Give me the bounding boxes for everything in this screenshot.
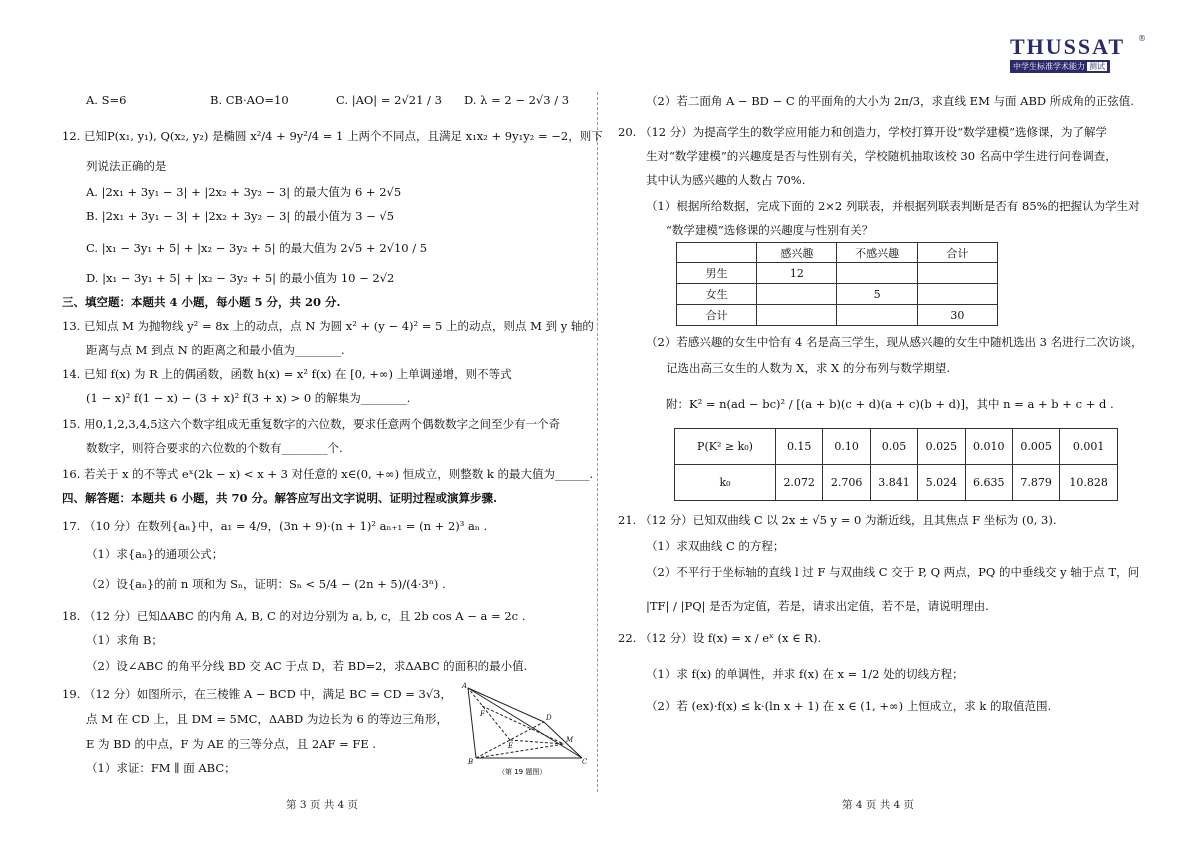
tetrahedron-diagram xyxy=(460,682,588,778)
q17-part-2: （2）设{aₙ}的前 n 项和为 Sₙ，证明：Sₙ < 5/4 − (2n + 5)/(4·3ⁿ) . xyxy=(86,577,446,591)
q11-option-c: C. |AO| = 2√21 / 3 xyxy=(336,93,442,107)
label-a: A xyxy=(462,682,468,690)
page-footer-left: 第 3 页 共 4 页 xyxy=(286,799,359,811)
t2-r1-label: P(K² ≥ k₀) xyxy=(675,429,776,465)
t1-r2c2 xyxy=(837,305,917,326)
label-d: D xyxy=(546,714,552,722)
t2-r2-c3: 5.024 xyxy=(918,465,965,501)
q18-part-1: （1）求角 B； xyxy=(86,633,163,647)
q12-option-b: B. |2x₁ + 3y₁ − 3| + |2x₂ + 3y₂ − 3| 的最小值为 3 − √5 xyxy=(86,209,395,223)
registered-mark: ® xyxy=(1138,34,1146,43)
q18-part-2: （2）设∠ABC 的角平分线 BD 交 AC 于点 D，若 BD=2，求ΔABC 的面积的最小值. xyxy=(86,659,528,673)
q13-line-2: 距离与点 M 到点 N 的距离之和最小值为________. xyxy=(86,343,345,357)
q21-part-2: （2）不平行于坐标轴的直线 l 过 F 与双曲线 C 交于 P, Q 两点，PQ 的中垂线交 y 轴于点 T，问 xyxy=(646,565,1140,579)
label-m: M xyxy=(566,736,574,744)
logo-tagline: 中学生标准学术能力 测试 xyxy=(1010,60,1110,73)
q17-part-1: （1）求{aₙ}的通项公式； xyxy=(86,547,224,561)
q12-option-d: D. |x₁ − 3y₁ + 5| + |x₂ − 3y₂ + 5| 的最小值为 10 − 2√2 xyxy=(86,271,395,285)
q14-line-2: (1 − x)² f(1 − x) − (3 + x)² f(3 + x) > 0 的解集为________. xyxy=(86,391,411,405)
t2-r1-c0: 0.15 xyxy=(776,429,823,465)
t1-r1c2: 5 xyxy=(837,284,917,305)
q16: 16. 若关于 x 的不等式 eˣ(2k − x) < x + 3 对任意的 x∈(0, +∞) 恒成立，则整数 k 的最大值为______. xyxy=(62,467,594,481)
q19-line-3: E 为 BD 的中点，F 为 AE 的三等分点，且 2AF = FE . xyxy=(86,737,377,751)
q22-part-1: （1）求 f(x) 的单调性，并求 f(x) 在 x = 1/2 处的切线方程； xyxy=(646,667,964,681)
q20-line-3: 其中认为感兴趣的人数占 70%. xyxy=(646,173,806,187)
thussat-logo xyxy=(1010,34,1146,73)
t2-r1-c1: 0.10 xyxy=(823,429,870,465)
t1-r2c3: 30 xyxy=(917,305,997,326)
t1-r1c1 xyxy=(757,284,837,305)
t1-r2c1 xyxy=(757,305,837,326)
logo-text: THUSSAT xyxy=(1010,34,1126,59)
label-f: F xyxy=(480,710,485,718)
q19-part-1: （1）求证：FM ∥ 面 ABC； xyxy=(86,761,236,775)
label-b: B xyxy=(468,758,474,766)
q20-line-1: 20. （12 分）为提高学生的数学应用能力和创造力，学校打算开设“数学建模”选修课，为了解学 xyxy=(618,125,1107,139)
critical-value-table xyxy=(674,428,1118,501)
t2-r1-c3: 0.025 xyxy=(918,429,965,465)
page-footer-right: 第 4 页 共 4 页 xyxy=(842,799,915,811)
t1-h0 xyxy=(677,243,757,263)
logo-tag: 测试 xyxy=(1089,62,1105,71)
q20-part-2a: （2）若感兴趣的女生中恰有 4 名是高三学生，现从感兴趣的女生中随机选出 3 名进行二次访谈， xyxy=(646,335,1143,349)
t2-r2-label: k₀ xyxy=(675,465,776,501)
t1-r0c1: 12 xyxy=(757,263,837,284)
t2-r1-c6: 0.001 xyxy=(1060,429,1118,465)
q14-line-1: 14. 已知 f(x) 为 R 上的偶函数，函数 h(x) = x² f(x) 在 [0, +∞) 上单调递增，则不等式 xyxy=(62,367,512,381)
label-c: C xyxy=(582,758,588,766)
q11-option-b: B. CB·AO=10 xyxy=(210,93,289,107)
t2-r2-c5: 7.879 xyxy=(1012,465,1059,501)
q13-line-1: 13. 已知点 M 为抛物线 y² = 8x 上的动点，点 N 为圆 x² + (y − 4)² = 5 上的动点，则点 M 到 y 轴的 xyxy=(62,319,594,333)
t2-r2-c4: 6.635 xyxy=(965,465,1012,501)
k-squared-formula: 附：K² = n(ad − bc)² / [(a + b)(c + d)(a + c)(b + d)]，其中 n = a + b + c + d . xyxy=(666,397,1114,411)
q15-line-2: 数数字，则符合要求的六位数的个数有________个. xyxy=(86,441,343,455)
q12-stem: 12. 已知P(x₁, y₁), Q(x₂, y₂) 是椭圆 x²/4 + 9y²/4 = 1 上两个不同点，且满足 x₁x₂ + 9y₁y₂ = −2，则下 xyxy=(62,129,603,143)
t2-r2-c0: 2.072 xyxy=(776,465,823,501)
t2-r2-c2: 3.841 xyxy=(870,465,917,501)
t1-h1: 感兴趣 xyxy=(757,243,837,263)
t1-r1c3 xyxy=(917,284,997,305)
q21-part-1: （1）求双曲线 C 的方程； xyxy=(646,539,785,553)
section-3-title: 三、填空题：本题共 4 小题，每小题 5 分，共 20 分. xyxy=(62,295,341,309)
q18: 18. （12 分）已知ΔABC 的内角 A, B, C 的对边分别为 a, b, c，且 2b cos A − a = 2c . xyxy=(62,609,526,623)
q11-option-a: A. S=6 xyxy=(86,93,127,107)
label-e: E xyxy=(508,742,514,750)
t2-r1-c2: 0.05 xyxy=(870,429,917,465)
t1-r2c0: 合计 xyxy=(677,305,757,326)
q19-line-2: 点 M 在 CD 上，且 DM = 5MC，ΔABD 为边长为 6 的等边三角形， xyxy=(86,712,448,726)
q20-part-2b: 记选出高三女生的人数为 X，求 X 的分布列与数学期望. xyxy=(666,361,950,375)
q17: 17. （10 分）在数列{aₙ}中，a₁ = 4/9，(3n + 9)·(n + 1)² aₙ₊₁ = (n + 2)³ aₙ . xyxy=(62,519,488,533)
q11-option-d: D. λ = 2 − 2√3 / 3 xyxy=(464,93,570,107)
q22-part-2: （2）若 (ex)·f(x) ≤ k·(ln x + 1) 在 x ∈ (1, +∞) 上恒成立，求 k 的取值范围. xyxy=(646,699,1052,713)
q19-part-2: （2）若二面角 A − BD − C 的平面角的大小为 2π/3，求直线 EM 与面 ABD 所成角的正弦值. xyxy=(646,94,1134,108)
page-divider xyxy=(597,92,598,792)
q12-option-a: A. |2x₁ + 3y₁ − 3| + |2x₂ + 3y₂ − 3| 的最大值为 6 + 2√5 xyxy=(86,185,402,199)
t1-r1c0: 女生 xyxy=(677,284,757,305)
t1-h2: 不感兴趣 xyxy=(837,243,917,263)
q15-line-1: 15. 用0,1,2,3,4,5这六个数字组成无重复数字的六位数，要求任意两个偶数数字之间至少有一个奇 xyxy=(62,417,561,431)
t2-r1-c5: 0.005 xyxy=(1012,429,1059,465)
t1-r0c2 xyxy=(837,263,917,284)
section-4-title: 四、解答题：本题共 6 小题，共 70 分。解答应写出文字说明、证明过程或演算步骤. xyxy=(62,491,498,505)
t2-r2-c6: 10.828 xyxy=(1060,465,1118,501)
q22: 22. （12 分）设 f(x) = x / eˣ (x ∈ R). xyxy=(618,631,822,645)
t1-r0c0: 男生 xyxy=(677,263,757,284)
q20-part-1b: “数学建模”选修课的兴趣度与性别有关？ xyxy=(666,223,874,237)
q20-part-1a: （1）根据所给数据，完成下面的 2×2 列联表，并根据列联表判断是否有 85%的把握认为学生对 xyxy=(646,199,1140,213)
contingency-table xyxy=(676,242,998,326)
q12-option-c: C. |x₁ − 3y₁ + 5| + |x₂ − 3y₂ + 5| 的最大值为 2√5 + 2√10 / 5 xyxy=(86,241,428,255)
q12-stem-2: 列说法正确的是 xyxy=(86,159,167,173)
q20-line-2: 生对“数学建模”的兴趣度是否与性别有关，学校随机抽取该校 30 名高中学生进行问卷调查， xyxy=(646,149,1117,163)
figure-caption: （第 19 题图） xyxy=(498,768,547,776)
q21: 21. （12 分）已知双曲线 C 以 2x ± √5 y = 0 为渐近线，且其焦点 F 坐标为 (0, 3). xyxy=(618,513,1057,527)
t1-r0c3 xyxy=(917,263,997,284)
t1-h3: 合计 xyxy=(917,243,997,263)
t2-r1-c4: 0.010 xyxy=(965,429,1012,465)
q19: 19. （12 分）如图所示，在三棱锥 A − BCD 中，满足 BC = CD = 3√3， xyxy=(62,687,452,701)
figure-19 xyxy=(460,682,588,778)
q21-part-2b: |TF| / |PQ| 是否为定值，若是，请求出定值，若不是，请说明理由. xyxy=(646,599,989,613)
t2-r2-c1: 2.706 xyxy=(823,465,870,501)
